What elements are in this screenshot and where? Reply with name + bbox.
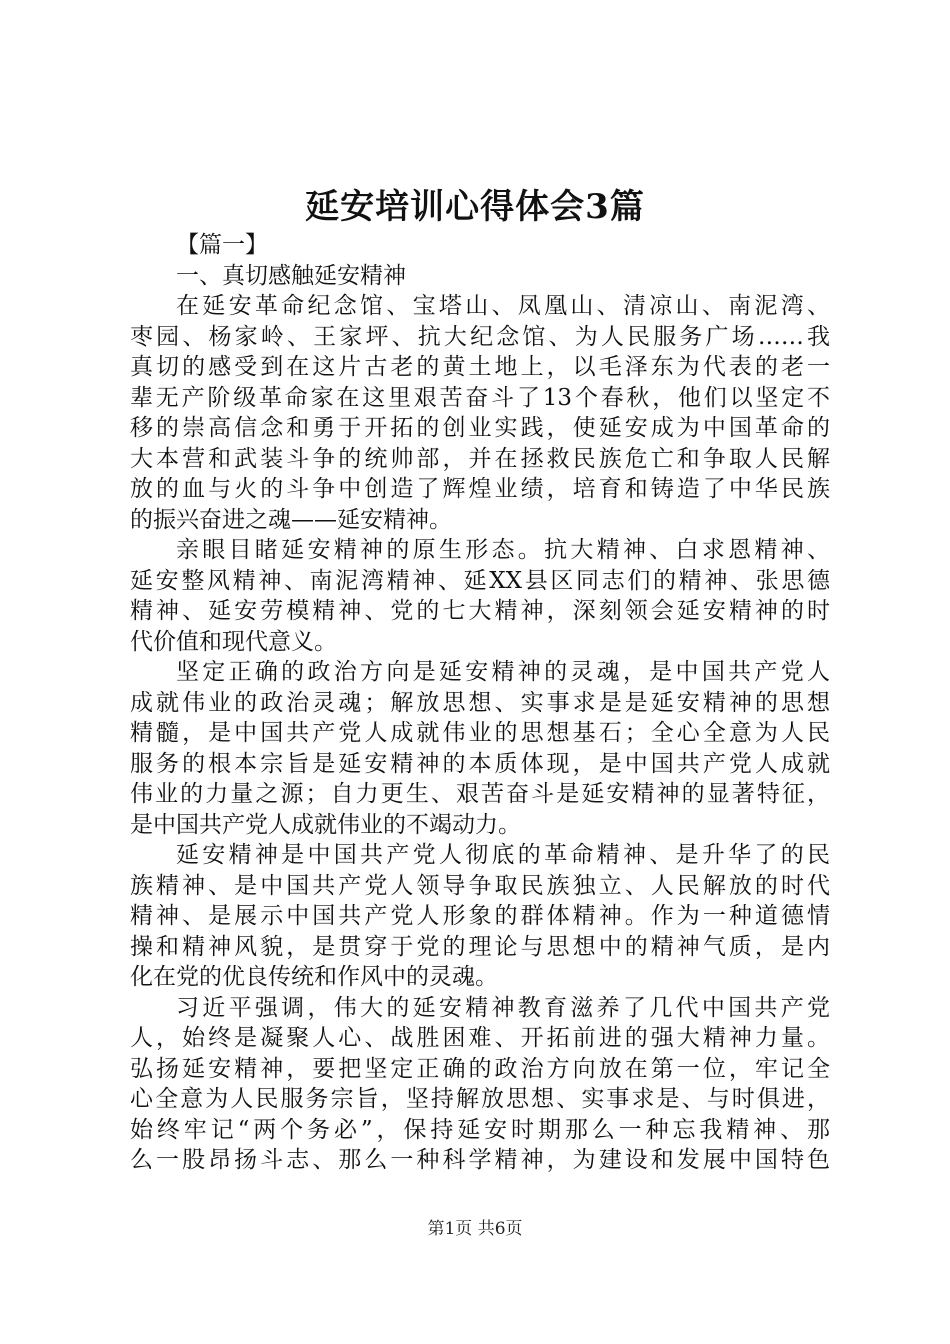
document-body xyxy=(130,230,830,1176)
paragraph xyxy=(130,993,830,1176)
paragraph-line: 枣园、杨家岭、王家坪、抗大纪念馆、为人民服务广场……我 xyxy=(130,323,830,350)
document-title: 延安培训心得体会3篇 xyxy=(305,187,645,227)
section-subheading: 一、真切感触延安精神 xyxy=(176,262,406,289)
paragraph-list xyxy=(130,291,830,1176)
paragraph-line: 服务的根本宗旨是延安精神的本质体现，是中国共产党人成就 xyxy=(130,750,830,777)
paragraph-line: 么一股昂扬斗志、那么一种科学精神，为建设和发展中国特色 xyxy=(130,1147,830,1173)
paragraph-line: 是中国共产党人成就伟业的不竭动力。 xyxy=(130,811,521,838)
paragraph-line: 习近平强调，伟大的延安精神教育滋养了几代中国共产党 xyxy=(176,994,830,1021)
paragraph-line: 人，始终是凝聚人心、战胜困难、开拓前进的强大精神力量。 xyxy=(130,1025,830,1051)
paragraph-line: 族精神、是中国共产党人领导争取民族独立、人民解放的时代 xyxy=(130,872,830,899)
paragraph-line: 亲眼目睹延安精神的原生形态。抗大精神、白求恩精神、 xyxy=(176,537,830,563)
paragraph-line: 化在党的优良传统和作风中的灵魂。 xyxy=(130,964,498,990)
paragraph-line: 辈无产阶级革命家在这里艰苦奋斗了13个春秋，他们以坚定不 xyxy=(130,384,830,411)
paragraph-line: 心全意为人民服务宗旨，坚持解放思想、实事求是、与时俱进， xyxy=(130,1086,830,1112)
paragraph-line: 放的血与火的斗争中创造了辉煌业绩，培育和铸造了中华民族 xyxy=(130,476,830,502)
paragraph xyxy=(130,535,830,657)
page-footer: 第1页 共6页 xyxy=(427,1219,523,1239)
paragraph-line: 弘扬延安精神，要把坚定正确的政治方向放在第一位，牢记全 xyxy=(130,1055,830,1082)
paragraph-line: 成就伟业的政治灵魂；解放思想、实事求是是延安精神的思想 xyxy=(130,689,830,716)
paragraph-line: 延安精神是中国共产党人彻底的革命精神、是升华了的民 xyxy=(176,842,830,868)
paragraph-line: 操和精神风貌，是贯穿于党的理论与思想中的精神气质，是内 xyxy=(130,933,830,960)
paragraph xyxy=(130,657,830,840)
section-label: 【篇一】 xyxy=(176,232,268,258)
paragraph-line: 真切的感受到在这片古老的黄土地上，以毛泽东为代表的老一 xyxy=(130,354,830,380)
paragraph-line: 大本营和武装斗争的统帅部，并在拯救民族危亡和争取人民解 xyxy=(130,445,830,472)
paragraph xyxy=(130,840,830,993)
paragraph-line: 伟业的力量之源；自力更生、艰苦奋斗是延安精神的显著特征， xyxy=(130,781,830,807)
paragraph-line: 移的崇高信念和勇于开拓的创业实践，使延安成为中国革命的 xyxy=(130,415,830,441)
paragraph-line: 精神、延安劳模精神、党的七大精神，深刻领会延安精神的时 xyxy=(130,598,830,624)
paragraph xyxy=(130,291,830,535)
paragraph-line: 的振兴奋进之魂——延安精神。 xyxy=(130,506,452,533)
paragraph-line: 在延安革命纪念馆、宝塔山、凤凰山、清凉山、南泥湾、 xyxy=(176,293,830,319)
paragraph-line: 代价值和现代意义。 xyxy=(130,628,337,655)
paragraph-line: 延安整风精神、南泥湾精神、延XX县区同志们的精神、张思德 xyxy=(130,567,830,594)
paragraph-line: 始终牢记“两个务必”，保持延安时期那么一种忘我精神、那 xyxy=(130,1116,830,1143)
paragraph-line: 坚定正确的政治方向是延安精神的灵魂，是中国共产党人 xyxy=(176,659,830,685)
paragraph-line: 精髓，是中国共产党人成就伟业的思想基石；全心全意为人民 xyxy=(130,720,830,746)
paragraph-line: 精神、是展示中国共产党人形象的群体精神。作为一种道德情 xyxy=(130,903,830,929)
